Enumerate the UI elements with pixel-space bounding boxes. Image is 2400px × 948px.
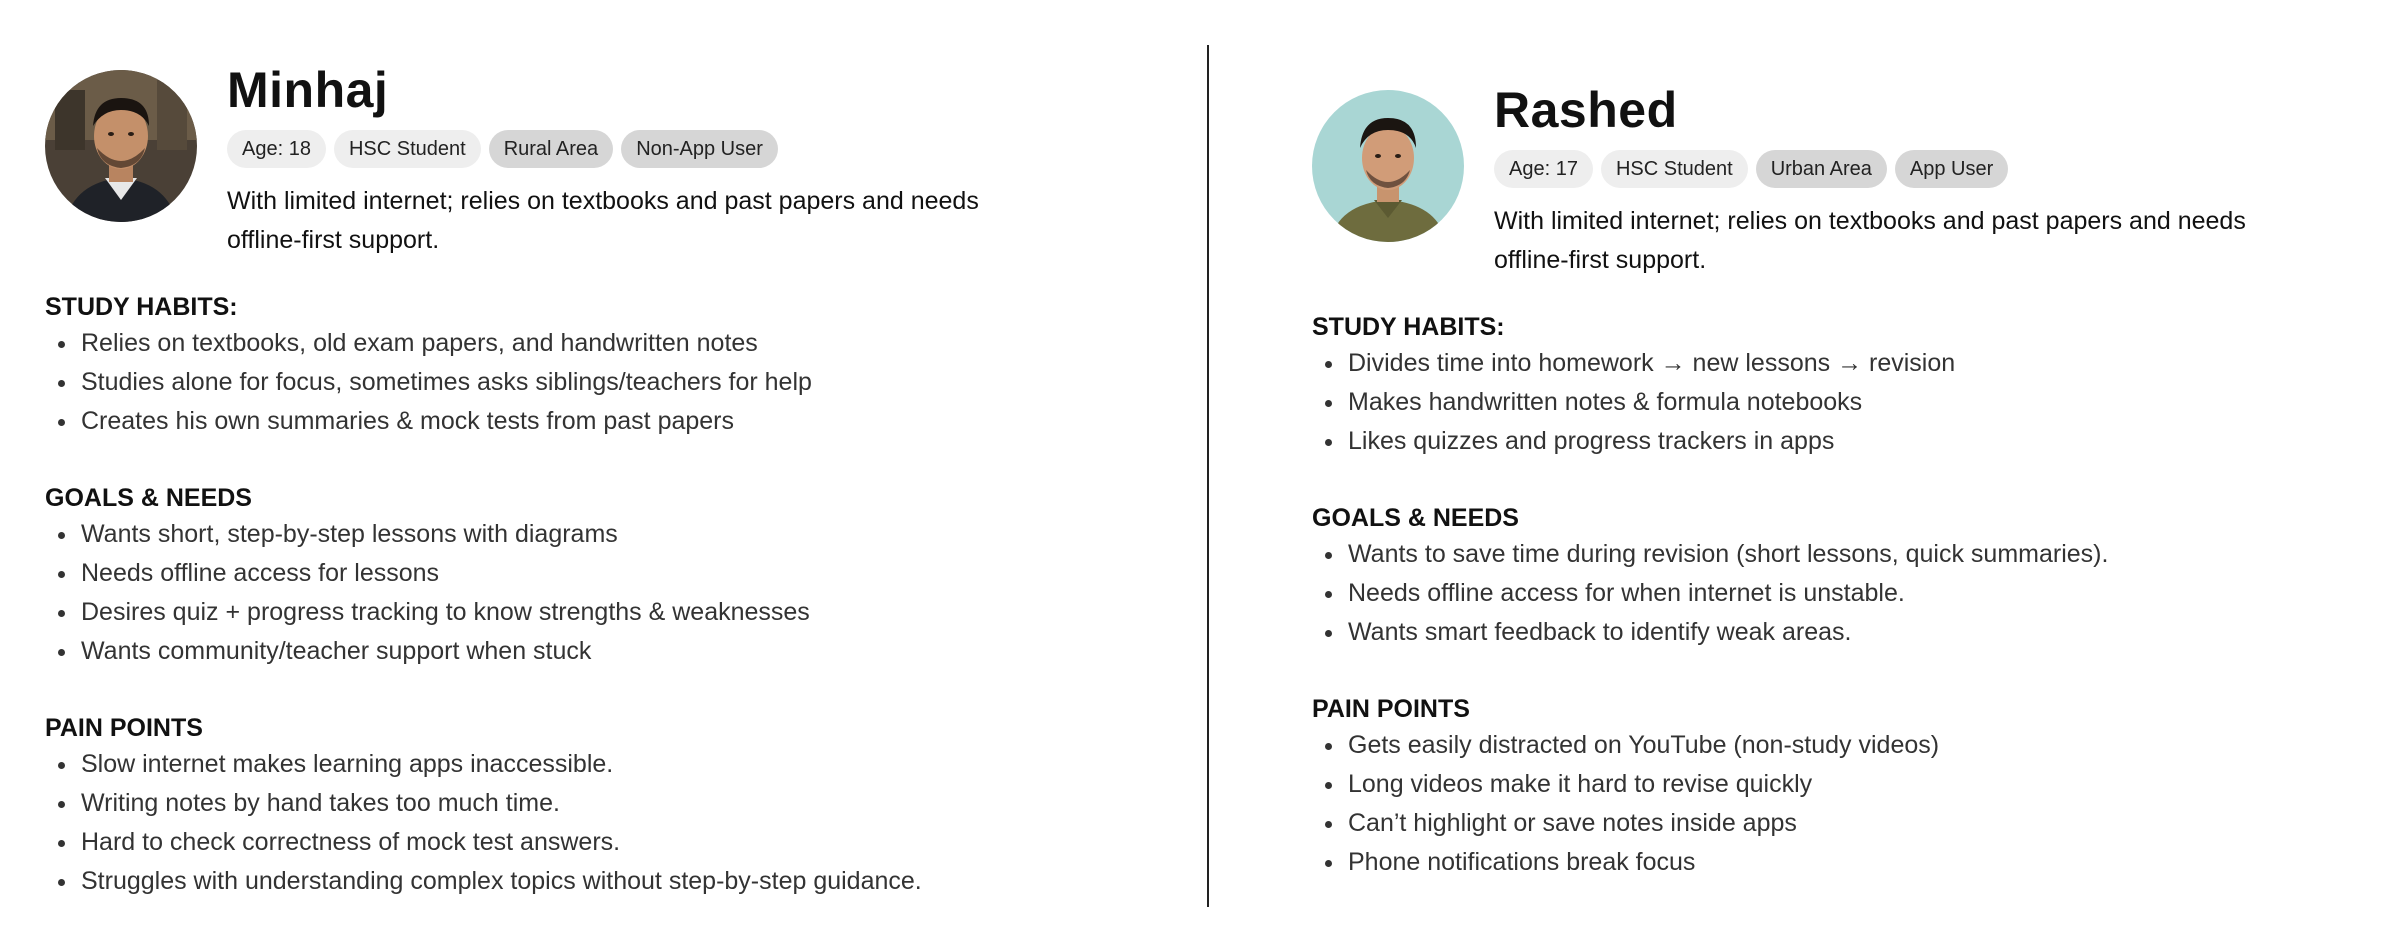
persona-card-minhaj	[45, 62, 1165, 941]
persona-name: Rashed	[1494, 82, 1678, 138]
list-item: Divides time into homework → new lessons → revision	[1348, 344, 2400, 383]
list-item: Desires quiz + progress tracking to know strengths & weaknesses	[81, 593, 1165, 632]
persona-description: With limited internet; relies on textbooks and past papers and needs offline-first support.	[1494, 207, 2246, 274]
list-item: Likes quizzes and progress trackers in apps	[1348, 422, 2400, 461]
list-item: Relies on textbooks, old exam papers, and handwritten notes	[81, 324, 1165, 363]
bullet-list	[45, 515, 1165, 671]
section-title: PAIN POINTS	[1312, 695, 1470, 723]
section-goals-needs	[45, 481, 1165, 671]
list-item: Studies alone for focus, sometimes asks siblings/teachers for help	[81, 363, 1165, 402]
avatar	[1312, 90, 1464, 242]
persona-name: Minhaj	[227, 62, 389, 118]
list-item: Wants short, step-by-step lessons with diagrams	[81, 515, 1165, 554]
section-study-habits	[45, 290, 1165, 441]
list-item: Phone notifications break focus	[1348, 843, 2400, 882]
list-item: Creates his own summaries & mock tests from past papers	[81, 402, 1165, 441]
tag-app-usage: App User	[1895, 150, 2008, 188]
tag-age: Age: 18	[227, 130, 326, 168]
section-pain-points	[1312, 692, 2400, 882]
list-item: Writing notes by hand takes too much time.	[81, 784, 1165, 823]
section-title: STUDY HABITS:	[1312, 313, 1505, 341]
bullet-list	[1312, 344, 2400, 461]
persona-info	[1494, 82, 2394, 280]
list-item: Needs offline access for lessons	[81, 554, 1165, 593]
persona-info	[227, 62, 1127, 260]
section-title: PAIN POINTS	[45, 714, 203, 742]
list-item: Gets easily distracted on YouTube (non-study videos)	[1348, 726, 2400, 765]
bullet-list	[45, 324, 1165, 441]
tag-location: Rural Area	[489, 130, 614, 168]
list-item: Needs offline access for when internet is unstable.	[1348, 574, 2400, 613]
list-item: Can’t highlight or save notes inside apps	[1348, 804, 2400, 843]
bullet-list	[1312, 726, 2400, 882]
tag-list	[1494, 150, 2394, 188]
list-item: Struggles with understanding complex topics without step-by-step guidance.	[81, 862, 1165, 901]
list-item: Hard to check correctness of mock test answers.	[81, 823, 1165, 862]
section-title: GOALS & NEEDS	[45, 484, 252, 512]
tag-education: HSC Student	[1601, 150, 1748, 188]
tag-education: HSC Student	[334, 130, 481, 168]
list-item: Wants to save time during revision (short lessons, quick summaries).	[1348, 535, 2400, 574]
list-item: Makes handwritten notes & formula notebooks	[1348, 383, 2400, 422]
tag-app-usage: Non-App User	[621, 130, 778, 168]
bullet-list	[1312, 535, 2400, 652]
list-item: Slow internet makes learning apps inaccessible.	[81, 745, 1165, 784]
list-item: Wants community/teacher support when stuck	[81, 632, 1165, 671]
persona-header	[1312, 82, 2400, 310]
section-goals-needs	[1312, 501, 2400, 652]
persona-card-rashed	[1312, 82, 2400, 922]
list-item: Long videos make it hard to revise quickly	[1348, 765, 2400, 804]
tag-location: Urban Area	[1756, 150, 1887, 188]
section-pain-points	[45, 711, 1165, 901]
tag-list	[227, 130, 1127, 168]
section-title: GOALS & NEEDS	[1312, 504, 1519, 532]
persona-description: With limited internet; relies on textbooks and past papers and needs offline-first support.	[227, 187, 979, 254]
persona-header	[45, 62, 1165, 290]
list-item: Wants smart feedback to identify weak areas.	[1348, 613, 2400, 652]
section-title: STUDY HABITS:	[45, 293, 238, 321]
tag-age: Age: 17	[1494, 150, 1593, 188]
bullet-list	[45, 745, 1165, 901]
column-divider	[1207, 45, 1209, 907]
section-study-habits	[1312, 310, 2400, 461]
avatar	[45, 70, 197, 222]
